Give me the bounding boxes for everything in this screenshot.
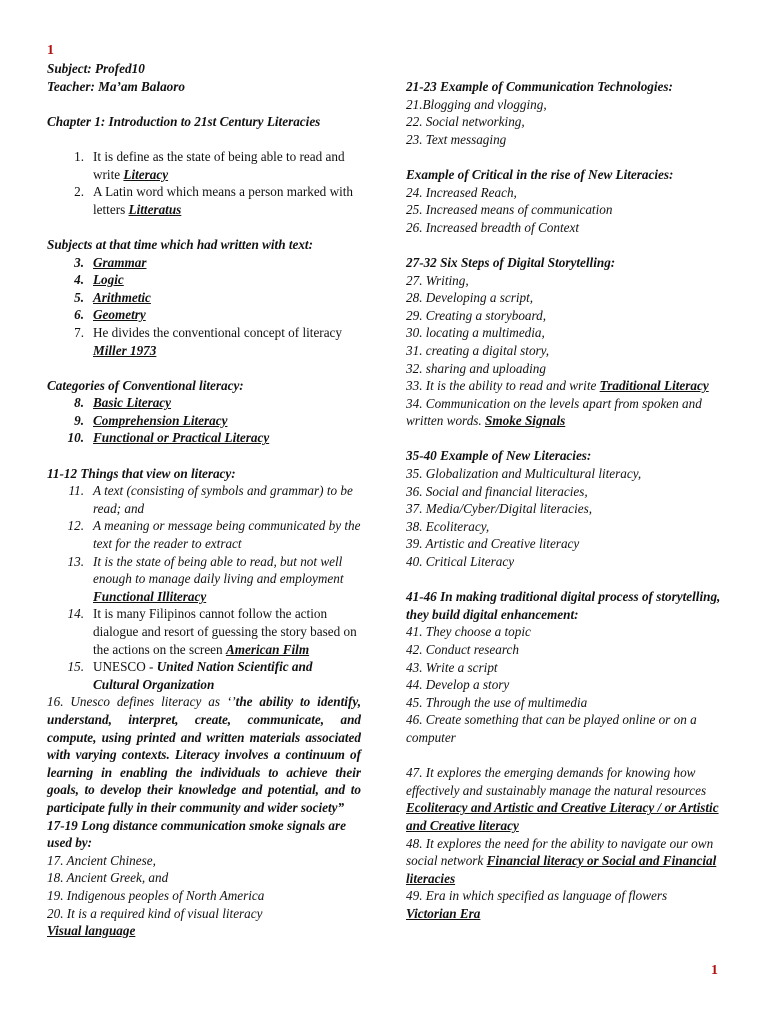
question-13: [47, 553, 361, 606]
question-41: 41. They choose a topic: [406, 624, 531, 640]
comm-heading: 21-23 Example of Communication Technologies:: [406, 79, 673, 94]
answer-47: Ecoliteracy and Artistic and Creative Literacy / or Artistic and Creative literacy: [406, 800, 719, 833]
answer-text: Literacy: [123, 166, 169, 182]
new-literacies-heading: 35-40 Example of New Literacies:: [406, 448, 592, 464]
question-text: A meaning or message being communicated by the text for the reader to extract: [93, 518, 361, 552]
answer-text: Geometry: [93, 307, 146, 323]
critical-heading: Example of Critical in the rise of New Literacies:: [406, 166, 674, 182]
question-29: 29. Creating a storyboard,: [406, 307, 547, 323]
question-number: 7.: [74, 324, 84, 340]
question-number: 13.: [67, 553, 84, 569]
question-text: It is define as the state of being able to read and write: [93, 148, 345, 182]
question-14: [47, 605, 361, 658]
question-46: 46. Create something that can be played online or on a computer: [406, 712, 697, 745]
question-35: 35. Globalization and Multicultural literacy,: [406, 466, 642, 482]
chapter-title: Chapter 1: Introduction to 21st Century Literacies: [47, 113, 321, 129]
right-column: [406, 78, 722, 923]
question-34: [406, 395, 722, 430]
question-text: 34. Communication on the levels apart from spoken and written words.: [406, 395, 702, 429]
question-17: 17. Ancient Chinese,: [47, 852, 156, 868]
question-18: 18. Ancient Greek, and: [47, 870, 169, 886]
subject-line: Subject: Profed10: [47, 61, 145, 76]
answer-text: Functional or Practical Literacy: [93, 430, 270, 446]
question-6: [47, 306, 361, 324]
question-number: 14.: [67, 606, 84, 622]
question-20: 20. It is a required kind of visual literacy: [47, 905, 263, 921]
answer-text: Basic Literacy: [93, 395, 172, 411]
question-2: [47, 183, 361, 218]
question-text: 48. It explores the need for the ability to navigate our own social network: [406, 835, 714, 869]
question-text: 33. It is the ability to read and write: [406, 378, 600, 394]
question-28: 28. Developing a script,: [406, 290, 534, 306]
question-text: A Latin word which means a person marked with letters: [93, 184, 354, 217]
question-25: 25. Increased means of communication: [406, 202, 613, 218]
question-22: 22. Social networking,: [406, 114, 525, 130]
question-number: 9.: [74, 412, 84, 428]
question-43: 43. Write a script: [406, 659, 498, 675]
question-number: 8.: [74, 395, 84, 411]
question-3: [47, 254, 361, 272]
question-12: [47, 517, 361, 552]
question-47: 47. It explores the emerging demands for knowing how effectively and sustainably manage the natural resources: [406, 765, 707, 798]
smoke-heading: 17-19 Long distance communication smoke signals are used by:: [47, 817, 346, 851]
question-1: [47, 148, 361, 183]
question-text: UNESCO -: [93, 659, 157, 675]
answer-text: Functional Illiteracy: [93, 588, 207, 604]
question-text: A text (consisting of symbols and grammar) to be read; and: [93, 483, 353, 516]
question-33: [406, 377, 722, 395]
question-36: 36. Social and financial literacies,: [406, 483, 588, 499]
answer-text: Grammar: [93, 254, 147, 270]
question-44: 44. Develop a story: [406, 677, 510, 693]
question-number: 15.: [67, 659, 84, 675]
answer-text: American Film: [225, 641, 310, 657]
answer-text: Litteratus: [128, 201, 182, 217]
question-4: [47, 271, 361, 289]
question-30: 30. locating a multimedia,: [406, 325, 545, 341]
question-number: 6.: [74, 307, 84, 323]
question-number: 5.: [74, 289, 84, 305]
answer-text: Miller 1973: [93, 342, 157, 358]
question-45: 45. Through the use of multimedia: [406, 694, 588, 710]
question-number: 4.: [74, 272, 84, 288]
question-number: 1.: [74, 148, 84, 164]
question-number: 10.: [67, 430, 84, 446]
question-23: 23. Text messaging: [406, 131, 507, 147]
answer-text: United Nation Scientific and Cultural Organization: [93, 659, 313, 692]
categories-heading: Categories of Conventional literacy:: [47, 377, 244, 393]
answer-text: Comprehension Literacy: [93, 412, 228, 428]
page-number-bottom: 1: [711, 963, 718, 978]
question-27: 27. Writing,: [406, 272, 469, 288]
answer-49: Victorian Era: [406, 905, 481, 921]
teacher-line: Teacher: Ma’am Balaoro: [47, 78, 185, 94]
question-5: [47, 289, 361, 307]
answer-text: Smoke Signals: [485, 413, 566, 429]
steps-heading: 27-32 Six Steps of Digital Storytelling:: [406, 254, 616, 270]
question-8: [47, 394, 361, 412]
question-49: 49. Era in which specified as language of flowers: [406, 888, 668, 904]
question-39: 39. Artistic and Creative literacy: [406, 536, 580, 552]
question-16: [47, 693, 361, 816]
question-9: [47, 412, 361, 430]
question-48: [406, 835, 722, 888]
question-text: He divides the conventional concept of literacy: [93, 324, 343, 340]
question-38: 38. Ecoliteracy,: [406, 518, 490, 534]
question-32: 32. sharing and uploading: [406, 360, 546, 376]
answer-text: Logic: [93, 272, 124, 288]
answer-text: Traditional Literacy: [599, 378, 709, 394]
question-21: 21.Blogging and vlogging,: [406, 96, 547, 112]
question-11: [47, 482, 361, 517]
question-text: It is the state of being able to read, but not well enough to manage daily living and employment: [93, 553, 344, 587]
page-number-top: 1: [47, 43, 54, 58]
question-40: 40. Critical Literacy: [406, 554, 515, 570]
question-26: 26. Increased breadth of Context: [406, 219, 579, 235]
question-19: 19. Indigenous peoples of North America: [47, 887, 265, 903]
question-24: 24. Increased Reach,: [406, 184, 517, 200]
question-text: It is many Filipinos cannot follow the action dialogue and resort of guessing the story based on the actions on the screen: [93, 606, 357, 657]
answer-20: Visual language: [47, 923, 136, 939]
question-10: [47, 429, 361, 447]
left-column: [47, 60, 361, 940]
question-number: 2.: [74, 184, 84, 200]
answer-text: the ability to identify, understand, interpret, create, communicate, and compute, using printed and written materials associated with varying contexts. Literacy involves a continuum of learning in enabling the individuals to achieve their goals, to develop their knowledge and potential, and to participate fully in their community and wider society”: [47, 694, 361, 815]
question-7: [47, 324, 361, 359]
answer-text: Arithmetic: [93, 289, 151, 305]
question-15: [47, 658, 361, 693]
question-text: 16. Unesco defines literacy as ‘’: [47, 694, 236, 710]
things-heading: 11-12 Things that view on literacy:: [47, 465, 236, 481]
answer-text: Financial literacy or Social and Financial literacies: [406, 853, 717, 886]
question-31: 31. creating a digital story,: [406, 342, 550, 358]
question-37: 37. Media/Cyber/Digital literacies,: [406, 501, 593, 517]
question-number: 3.: [74, 254, 84, 270]
question-number: 11.: [68, 483, 84, 499]
subjects-heading: Subjects at that time which had written with text:: [47, 236, 313, 252]
question-number: 12.: [67, 518, 84, 534]
process-heading: 41-46 In making traditional digital process of storytelling, they build digital enhancement:: [406, 589, 721, 622]
question-42: 42. Conduct research: [406, 642, 519, 657]
